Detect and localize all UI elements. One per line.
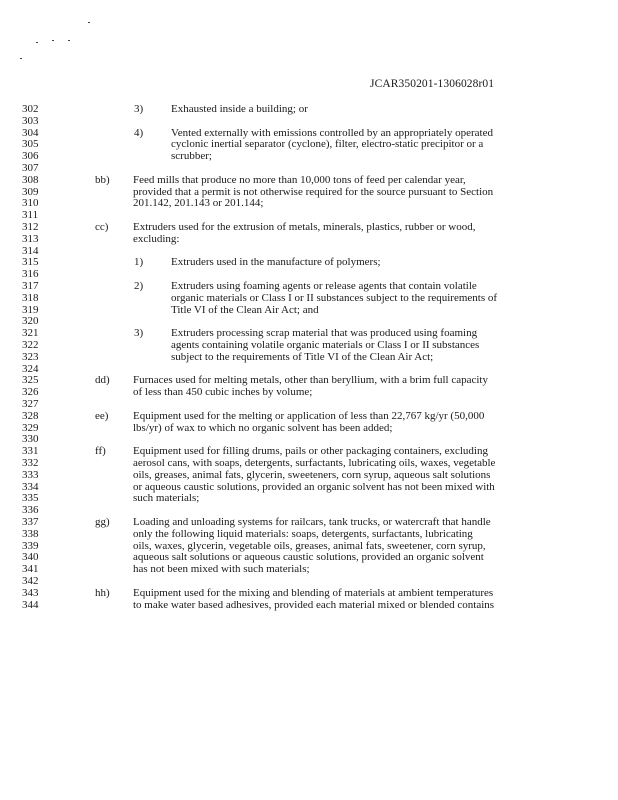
line-number: 340 xyxy=(22,551,39,564)
line-number: 334 xyxy=(22,480,39,493)
line-number: 303 xyxy=(22,114,39,127)
line-number: 332 xyxy=(22,457,39,469)
line-number: 309 xyxy=(22,185,39,198)
item-label: 3) xyxy=(134,327,144,340)
line-text: Feed mills that produce no more than 10,000 tons of feed per calendar year, xyxy=(133,173,466,186)
line-text: scrubber; xyxy=(171,150,212,163)
line-text: to make water based adhesives, provided each material mixed or blended contains xyxy=(133,598,495,611)
item-label: ee) xyxy=(95,409,109,422)
item-label: cc) xyxy=(95,221,109,233)
line-number: 322 xyxy=(22,339,39,351)
item-label: 2) xyxy=(134,280,144,292)
document-id-header: JCAR350201-1306028r01 xyxy=(370,78,495,90)
line-number: 314 xyxy=(22,244,39,257)
line-number: 317 xyxy=(22,280,39,292)
line-number: 304 xyxy=(22,126,39,139)
line-number: 335 xyxy=(22,492,39,505)
line-number: 324 xyxy=(22,362,39,375)
line-text: has not been mixed with such materials; xyxy=(133,563,310,576)
line-text: organic materials or Class I or II substances subject to the requirements of xyxy=(171,291,498,304)
line-number: 333 xyxy=(22,468,39,481)
line-number: 323 xyxy=(22,350,39,363)
line-number: 320 xyxy=(22,315,39,328)
line-number: 343 xyxy=(22,586,39,599)
item-label: hh) xyxy=(95,586,110,599)
line-number: 319 xyxy=(22,303,39,316)
line-text: Title VI of the Clean Air Act; and xyxy=(171,303,319,316)
line-number: 344 xyxy=(22,598,39,611)
line-number: 316 xyxy=(22,268,39,281)
line-number: 302 xyxy=(22,103,39,115)
line-number: 328 xyxy=(22,409,39,422)
line-number: 330 xyxy=(22,433,39,446)
line-text: Extruders used in the manufacture of polymers; xyxy=(171,256,381,269)
line-number: 318 xyxy=(22,291,39,304)
line-text: cyclonic inertial separator (cyclone), filter, electro-static precipitor or a xyxy=(171,138,484,151)
line-text: only the following liquid materials: soaps, detergents, surfactants, lubricating xyxy=(133,527,473,540)
line-text: oils, greases, animal fats, glycerin, sweeteners, corn syrup, aqueous salt solutions xyxy=(133,468,491,481)
line-text: of less than 450 cubic inches by volume; xyxy=(133,386,313,399)
line-text: excluding: xyxy=(133,232,180,245)
line-number: 329 xyxy=(22,421,39,434)
item-label: dd) xyxy=(95,374,110,387)
line-text: Loading and unloading systems for railcars, tank trucks, or watercraft that handle xyxy=(133,516,491,528)
line-text: Furnaces used for melting metals, other than beryllium, with a brim full capacity xyxy=(133,374,488,387)
line-number: 341 xyxy=(22,563,39,576)
line-number: 312 xyxy=(22,221,39,233)
line-number: 315 xyxy=(22,256,39,269)
item-label: 4) xyxy=(134,126,144,139)
line-text: Extruders used for the extrusion of metals, minerals, plastics, rubber or wood, xyxy=(133,221,476,233)
item-label: bb) xyxy=(95,173,110,186)
line-text: Exhausted inside a building; or xyxy=(171,103,308,115)
line-number: 326 xyxy=(22,386,39,399)
line-number: 342 xyxy=(22,575,39,587)
line-text: agents containing volatile organic materials or Class I or II substances xyxy=(171,339,480,351)
line-text: or aqueous caustic solutions, provided an organic solvent has not been mixed with xyxy=(133,480,495,493)
item-label: ff) xyxy=(95,445,106,458)
line-text: aerosol cans, with soaps, detergents, surfactants, lubricating oils, waxes, vegetable xyxy=(133,457,496,469)
line-number: 325 xyxy=(22,374,39,387)
line-text: Equipment used for the mixing and blending of materials at ambient temperatures xyxy=(133,586,494,599)
line-text: Equipment used for filling drums, pails or other packaging containers, excluding xyxy=(133,445,488,458)
line-text: oils, waxes, glycerin, vegetable oils, greases, animal fats, sweetener, corn syrup, xyxy=(133,539,486,552)
scan-speck xyxy=(20,58,22,59)
line-text: aqueous salt solutions or aqueous caustic solutions, provided an organic solvent xyxy=(133,551,484,564)
line-number: 321 xyxy=(22,327,39,340)
scan-speck xyxy=(68,40,70,41)
line-number: 305 xyxy=(22,138,39,151)
line-text: Equipment used for the melting or application of less than 22,767 kg/yr (50,000 xyxy=(133,409,485,422)
line-text: Extruders using foaming agents or release agents that contain volatile xyxy=(171,280,477,292)
line-number: 306 xyxy=(22,150,39,163)
line-text: such materials; xyxy=(133,492,200,505)
scan-speck xyxy=(52,40,54,41)
line-text: 201.142, 201.143 or 201.144; xyxy=(133,197,264,210)
line-number: 339 xyxy=(22,539,39,552)
scan-speck xyxy=(88,22,90,23)
line-number: 336 xyxy=(22,504,39,517)
line-number: 308 xyxy=(22,173,39,186)
line-number: 307 xyxy=(22,162,39,174)
line-text: provided that a permit is not otherwise required for the source pursuant to Section xyxy=(133,185,494,198)
scan-speck xyxy=(36,42,38,43)
item-label: 3) xyxy=(134,103,144,115)
line-number: 311 xyxy=(22,209,39,222)
line-text: Vented externally with emissions controlled by an appropriately operated xyxy=(171,126,493,139)
line-text: subject to the requirements of Title VI of the Clean Air Act; xyxy=(171,350,434,363)
line-number: 338 xyxy=(22,527,39,540)
line-text: lbs/yr) of wax to which no organic solvent has been added; xyxy=(133,421,393,434)
item-label: 1) xyxy=(134,256,144,269)
line-number: 331 xyxy=(22,445,39,458)
line-number: 310 xyxy=(22,197,39,210)
line-number: 327 xyxy=(22,398,39,410)
line-text: Extruders processing scrap material that was produced using foaming xyxy=(171,327,478,340)
item-label: gg) xyxy=(95,516,110,528)
line-number: 313 xyxy=(22,232,39,245)
line-number: 337 xyxy=(22,516,39,528)
